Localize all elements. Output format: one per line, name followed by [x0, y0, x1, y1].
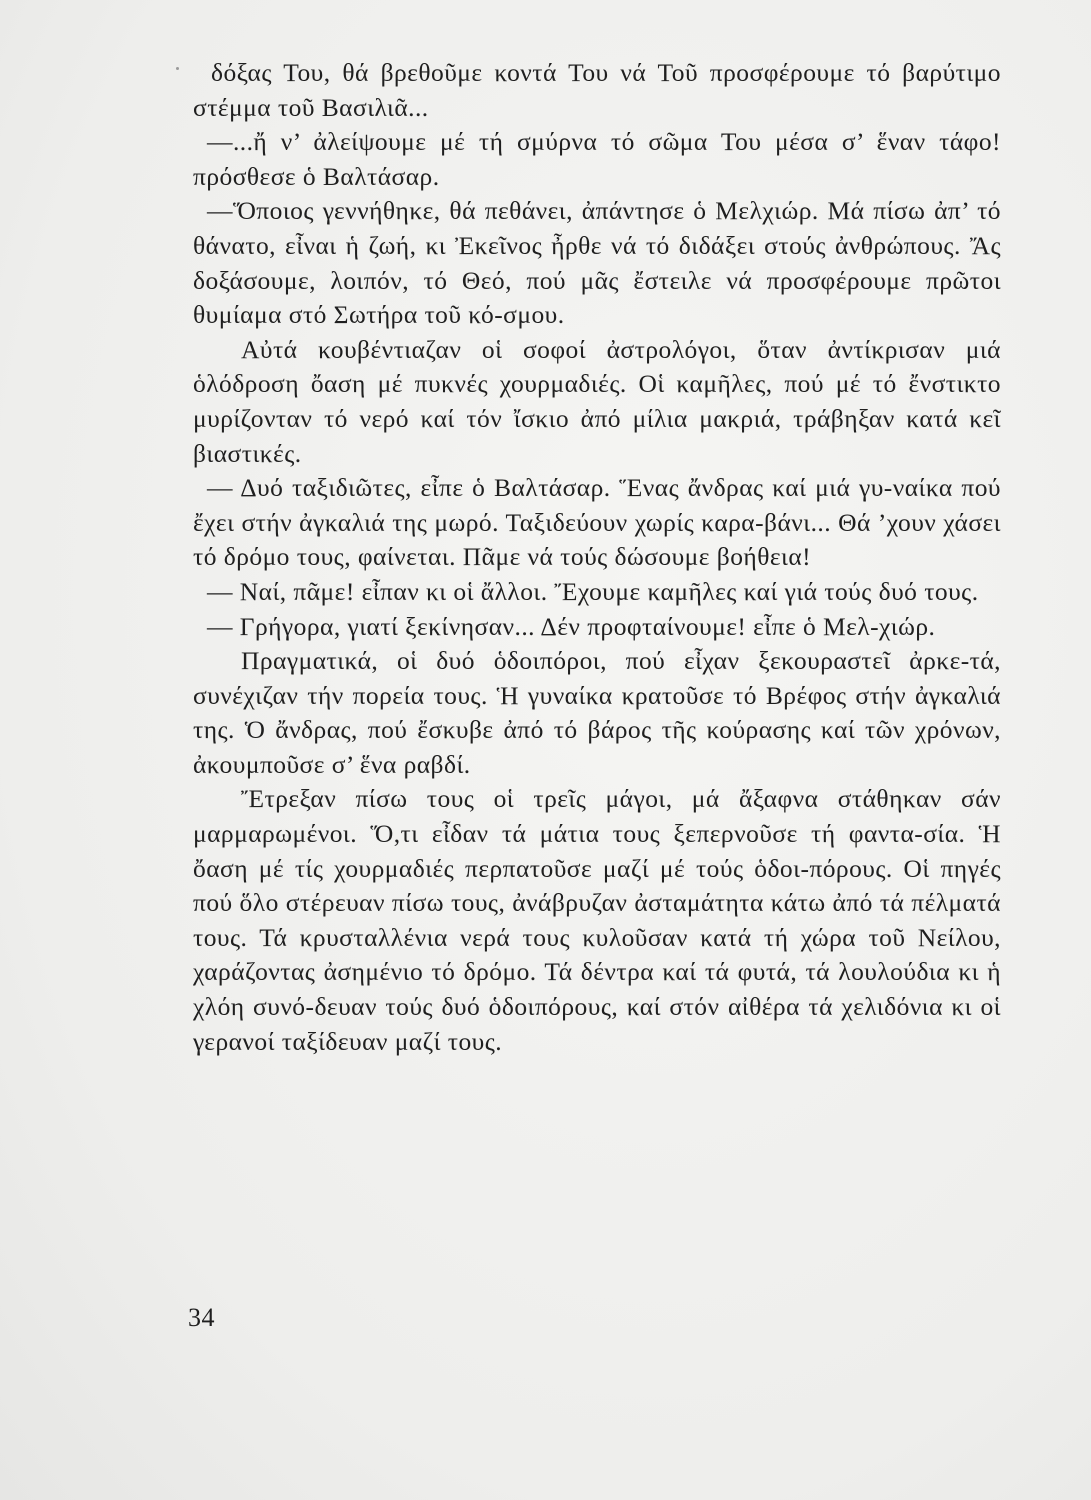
paper-speck — [176, 67, 179, 70]
page-number: 34 — [188, 1303, 215, 1332]
body-text — [193, 56, 1001, 1059]
dialogue-paragraph: — Ναί, πᾶμε! εἶπαν κι οἱ ἄλλοι. Ἔχουμε καμῆλες καί γιά τούς δυό τους. — [207, 576, 979, 606]
paragraph: Ἔτρεξαν πίσω τους οἱ τρεῖς μάγοι, μά ἄξαφνα στάθηκαν σάν μαρμαρωμένοι. Ὅ,τι εἶδαν τά μάτια τους ξεπερνοῦσε τή φαντα-σία. Ἡ ὄαση μέ τίς χουρμαδιές περπατοῦσε μαζί μέ τούς ὁδοι-πόρους. Οἱ πηγές πού ὅλο στέρευαν πίσω τους, ἀνάβρυζαν ἀσταμάτητα κάτω ἀπό τά πέλματά τους. Τά κρυσταλλένια νερά τους κυλοῦσαν κατά τή χώρα τοῦ Νείλου, χαράζοντας ἀσημένιο τό δρόμο. Τά δέντρα καί τά φυτά, τά λουλούδια κι ἡ χλόη συνό-δευαν τούς δυό ὁδοιπόρους, καί στόν αἰθέρα τά χελιδόνια κι οἱ γερανοί ταξίδευαν μαζί τους. — [193, 784, 1001, 1056]
paragraph: δόξας Του, θά βρεθοῦμε κοντά Του νά Τοῦ προσφέρουμε τό βαρύτιμο στέμμα τοῦ Βασιλιᾶ... — [193, 58, 1001, 122]
dialogue-paragraph: — Δυό ταξιδιῶτες, εἶπε ὁ Βαλτάσαρ. Ἕνας ἄνδρας καί μιά γυ-ναίκα πού ἔχει στήν ἀγκαλιά της μωρό. Ταξιδεύουν χωρίς καρα-βάνι... Θά ’χουν χάσει τό δρόμο τους, φαίνεται. Πᾶμε νά τούς δώσουμε βοήθεια! — [193, 473, 1001, 572]
dialogue-paragraph: — Γρήγορα, γιατί ξεκίνησαν... Δέν προφταίνουμε! εἶπε ὁ Μελ-χιώρ. — [207, 611, 936, 641]
dialogue-paragraph: —Ὅποιος γεννήθηκε, θά πεθάνει, ἀπάντησε ὁ Μελχιώρ. Μά πίσω ἀπ’ τό θάνατο, εἶναι ἡ ζωή, κι Ἐκεῖνος ἦρθε νά τό διδάξει στούς ἀνθρώπους. Ἄς δοξάσουμε, λοιπόν, τό Θεό, πού μᾶς ἔστειλε νά προσφέρουμε πρῶτοι θυμίαμα στό Σωτήρα τοῦ κό-σμου. — [193, 196, 1001, 330]
paragraph: Αὐτά κουβέντιαζαν οἱ σοφοί ἀστρολόγοι, ὅταν ἀντίκρισαν μιά ὁλόδροση ὄαση μέ πυκνές χουρμαδιές. Οἱ καμῆλες, πού μέ τό ἔνστικτο μυρίζονταν τό νερό καί τόν ἴσκιο ἀπό μίλια μακριά, τράβηξαν κατά κεῖ βιαστικές. — [193, 334, 1001, 468]
paragraph: Πραγματικά, οἱ δυό ὁδοιπόροι, πού εἶχαν ξεκουραστεῖ ἀρκε-τά, συνέχιζαν τήν πορεία τους. Ἡ γυναίκα κρατοῦσε τό Βρέφος στήν ἀγκαλιά της. Ὁ ἄνδρας, πού ἔσκυβε ἀπό τό βάρος τῆς κούρασης καί τῶν χρόνων, ἀκουμποῦσε σ’ ἕνα ραβδί. — [193, 646, 1001, 779]
dialogue-paragraph: —...ἤ ν’ ἀλείψουμε μέ τή σμύρνα τό σῶμα Του μέσα σ’ ἕναν τάφο! πρόσθεσε ὁ Βαλτάσαρ. — [193, 127, 1001, 191]
